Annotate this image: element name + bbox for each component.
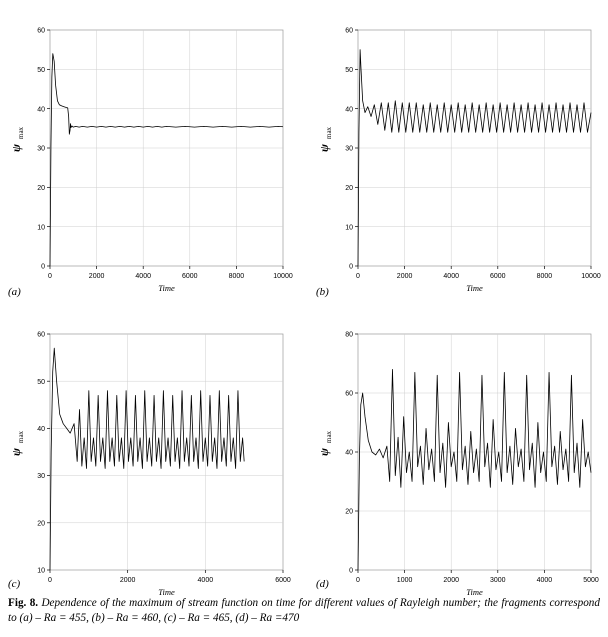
x-tick-label: 0 <box>48 273 52 280</box>
y-tick-label: 10 <box>345 224 353 232</box>
chart-panel-c <box>6 312 294 602</box>
y-tick-label: 10 <box>37 224 45 232</box>
x-tick-label: 2000 <box>443 577 459 584</box>
chart-d-svg <box>314 312 602 602</box>
y-tick-label: 30 <box>37 473 45 481</box>
chart-panel-b <box>314 8 602 298</box>
y-tick-label: 50 <box>345 66 353 74</box>
chart-b-svg <box>314 8 602 298</box>
y-tick-label: 40 <box>345 449 353 457</box>
panel-label-a: (a) <box>8 286 21 298</box>
x-tick-label: 2000 <box>396 273 413 280</box>
y-tick-label: 10 <box>37 567 45 575</box>
y-axis-title <box>9 430 25 456</box>
x-tick-label: 4000 <box>135 273 151 280</box>
chart-c-svg <box>6 312 294 602</box>
x-tick-label: 0 <box>356 273 360 280</box>
y-axis-title-symbol: ψ <box>317 447 331 457</box>
y-axis-title-symbol: ψ <box>9 143 23 153</box>
x-tick-label: 6000 <box>275 577 291 584</box>
y-axis-title <box>317 126 333 152</box>
y-tick-label: 20 <box>37 520 45 528</box>
caption-prefix: Fig. 8. <box>8 597 39 609</box>
y-axis-title-subscript: max <box>17 126 25 139</box>
x-tick-label: 2000 <box>119 577 136 584</box>
x-tick-label: 10000 <box>581 273 601 280</box>
chart-panel-a <box>6 8 294 298</box>
y-tick-label: 50 <box>37 66 45 74</box>
x-axis-title: Time <box>158 587 175 597</box>
y-tick-label: 40 <box>37 426 45 433</box>
y-tick-label: 0 <box>349 567 353 575</box>
y-axis-title-subscript: max <box>325 126 333 139</box>
x-tick-label: 6000 <box>490 273 506 280</box>
y-tick-label: 30 <box>345 145 353 153</box>
y-axis-title <box>317 430 333 456</box>
x-tick-label: 10000 <box>273 273 293 280</box>
y-tick-label: 20 <box>37 184 45 192</box>
y-tick-label: 80 <box>345 331 353 339</box>
y-axis-title-symbol: ψ <box>317 143 331 153</box>
caption-text: Dependence of the maximum of stream function on time for different values of Rayleigh number; the fragments correspond to (a) – Ra = 455, (b) – Ra = 460, (c) – Ra = 465, (d) – Ra =470 <box>8 597 600 624</box>
x-axis-title: Time <box>158 283 175 293</box>
x-tick-label: 3000 <box>490 577 506 584</box>
x-tick-label: 6000 <box>182 273 198 280</box>
y-tick-label: 40 <box>345 106 353 114</box>
figure-caption <box>8 596 600 626</box>
y-axis-title-symbol: ψ <box>9 447 23 457</box>
y-tick-label: 20 <box>345 508 353 516</box>
panel-label-c: (c) <box>8 578 21 590</box>
x-axis-title: Time <box>466 587 483 597</box>
chart-panel-d <box>314 312 602 602</box>
x-tick-label: 5000 <box>583 577 599 584</box>
y-axis-title-subscript: max <box>17 430 25 443</box>
y-tick-label: 60 <box>345 27 353 35</box>
x-tick-label: 8000 <box>228 273 245 280</box>
y-axis-title-subscript: max <box>325 430 333 443</box>
x-tick-label: 4000 <box>197 577 214 584</box>
y-axis-title <box>9 126 25 152</box>
x-axis-title: Time <box>466 283 483 293</box>
y-tick-label: 40 <box>37 106 45 114</box>
x-tick-label: 4000 <box>536 577 553 584</box>
y-tick-label: 60 <box>345 390 353 398</box>
chart-a-svg <box>6 8 294 298</box>
x-tick-label: 0 <box>48 577 52 584</box>
x-tick-label: 4000 <box>443 273 459 280</box>
x-tick-label: 1000 <box>396 577 413 584</box>
y-tick-label: 30 <box>37 145 45 153</box>
x-tick-label: 8000 <box>536 273 553 280</box>
panel-label-d: (d) <box>316 578 329 590</box>
y-tick-label: 0 <box>349 263 353 271</box>
y-tick-label: 60 <box>37 331 45 339</box>
y-tick-label: 60 <box>37 27 45 35</box>
y-tick-label: 20 <box>345 184 353 192</box>
panel-label-b: (b) <box>316 286 329 298</box>
y-tick-label: 50 <box>37 378 45 386</box>
x-tick-label: 0 <box>356 577 360 584</box>
y-tick-label: 0 <box>41 263 45 271</box>
x-tick-label: 2000 <box>88 273 105 280</box>
